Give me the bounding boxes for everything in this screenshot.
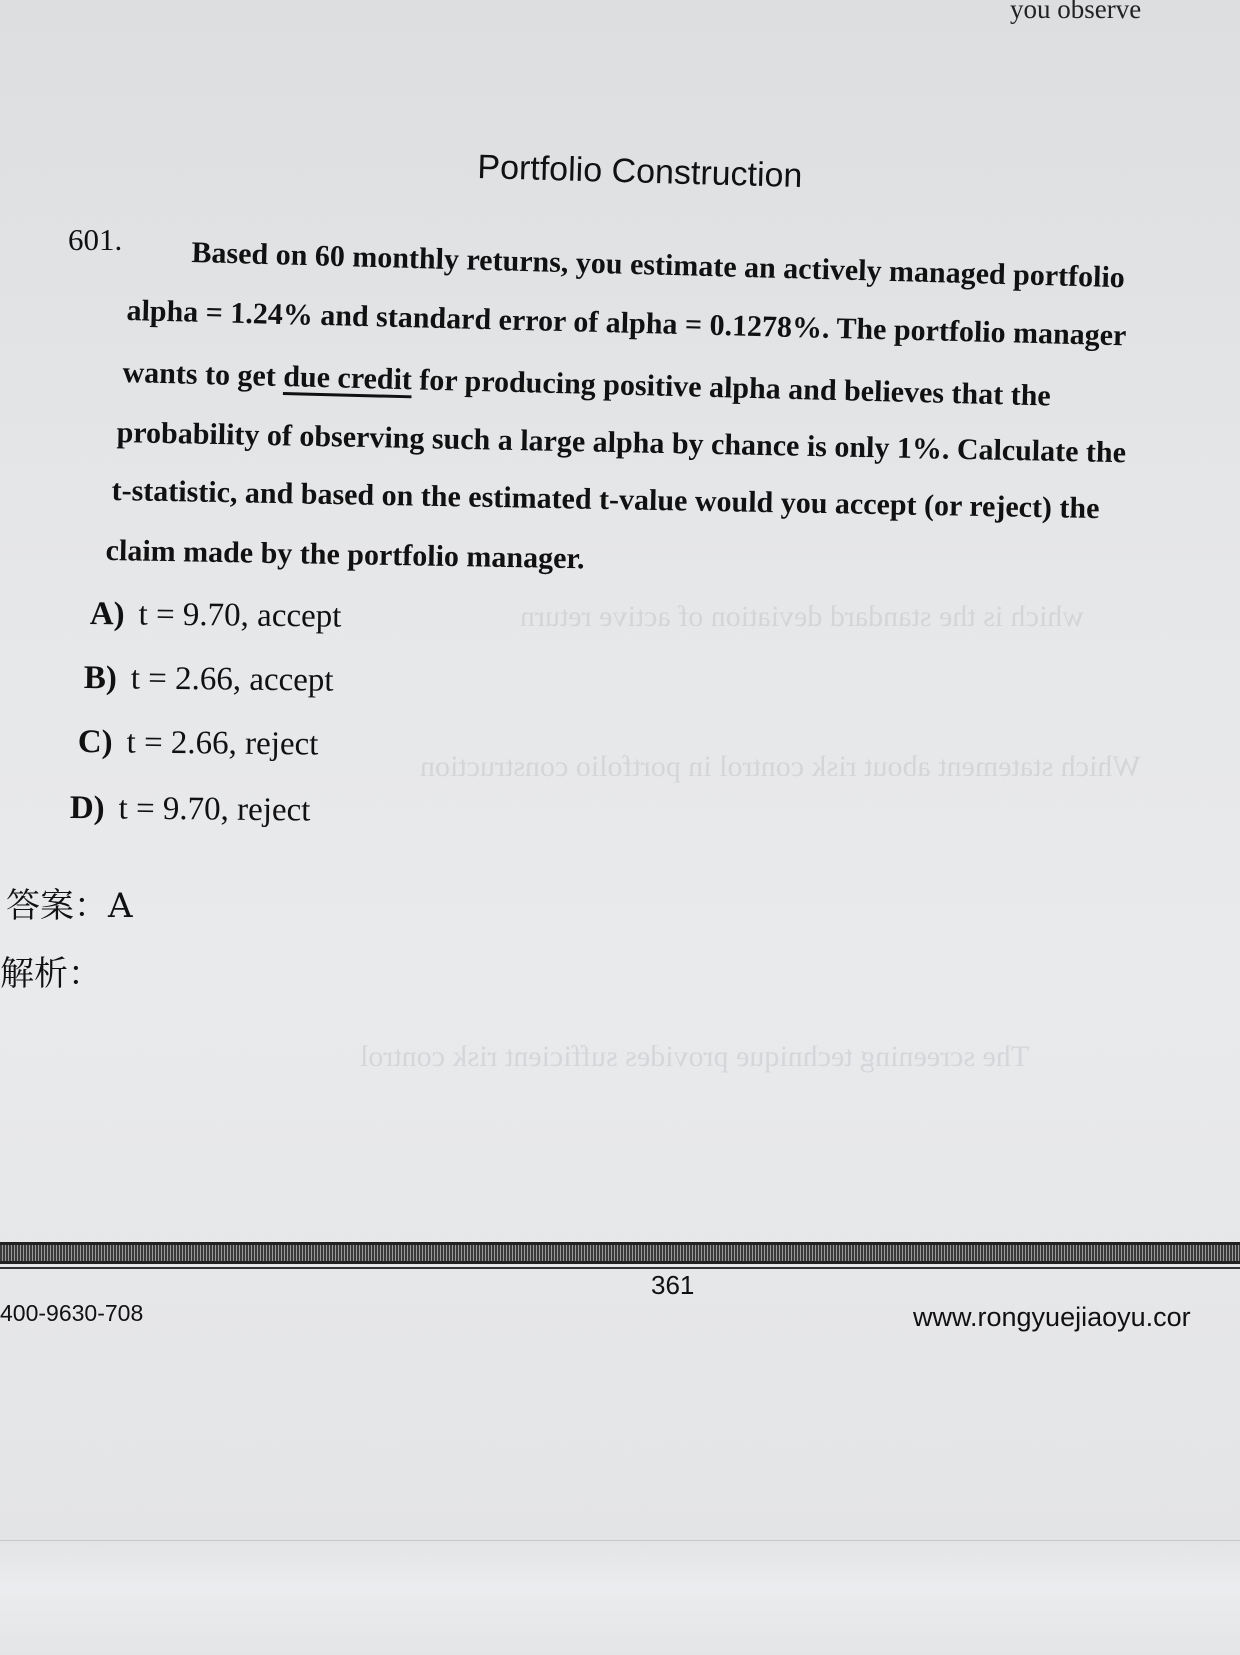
footer-phone: 400-9630-708 — [0, 1300, 144, 1326]
question-line: alpha = 1.24% and standard error of alpha = 0.1278%. The portfolio manager — [126, 294, 1127, 353]
option-c — [78, 724, 319, 764]
question-line: t-statistic, and based on the estimated t-value would you accept (or reject) the — [111, 474, 1100, 526]
footer-divider-thin — [0, 1267, 1240, 1269]
option-d — [70, 790, 311, 830]
footer-divider — [0, 1242, 1240, 1264]
option-text: t = 2.66, reject — [126, 724, 319, 763]
option-text: t = 9.70, accept — [138, 596, 342, 635]
previous-page-fragment: you observe — [1010, 0, 1142, 24]
question-number: 601. — [68, 222, 123, 257]
option-b — [84, 660, 334, 700]
question-line: Based on 60 monthly returns, you estimate an actively managed portfolio — [191, 236, 1126, 295]
footer-website: www.rongyuejiaoyu.cor — [913, 1302, 1191, 1332]
option-a — [90, 596, 342, 636]
answer-label: 答案：A — [6, 886, 133, 926]
analysis-label: 解析： — [0, 954, 102, 994]
option-letter: D) — [69, 790, 105, 827]
bleed-through-text: Which statement about risk control in portfolio construction — [420, 750, 1141, 783]
option-letter: C) — [77, 724, 113, 761]
option-text: t = 2.66, accept — [130, 660, 334, 699]
question-text: wants to get — [122, 356, 277, 393]
option-letter: B) — [83, 660, 117, 697]
page-number: 361 — [651, 1270, 695, 1300]
option-text: t = 9.70, reject — [118, 790, 311, 829]
paper-stack-edge — [0, 1540, 1240, 1655]
section-heading: Portfolio Construction — [476, 148, 803, 196]
question-line — [122, 356, 1051, 413]
question-line: probability of observing such a large alpha by chance is only 1%. Calculate the — [116, 416, 1127, 470]
question-text: for producing positive alpha and believes that the — [418, 363, 1052, 413]
question-line: claim made by the portfolio manager. — [105, 534, 585, 576]
bleed-through-text: which is the standard deviation of active return — [520, 600, 1084, 633]
underlined-phrase: due credit — [282, 360, 413, 397]
option-letter: A) — [89, 596, 125, 633]
bleed-through-text: The screening technique provides sufficient risk control — [360, 1040, 1030, 1073]
